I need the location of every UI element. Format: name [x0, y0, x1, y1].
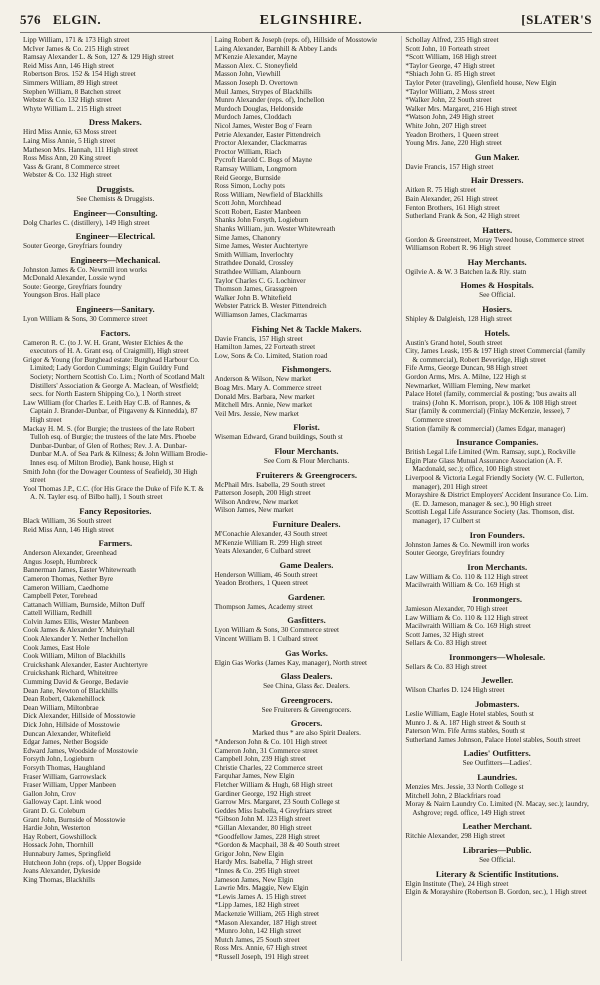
- directory-entry: Wilson Andrew, New market: [214, 497, 299, 506]
- directory-entry: *Gillan Alexander, 80 High street: [214, 823, 312, 832]
- directory-entry: Smith John (for the Dowager Countess of Seafield), 30 High street: [23, 467, 198, 485]
- directory-entry: Young Mrs. Jane, 220 High street: [405, 139, 502, 148]
- directory-entry: Yeadon Brothers, 1 Queen street: [214, 579, 308, 588]
- directory-entry: Webster & Co. 132 High street: [23, 171, 112, 180]
- directory-entry: Moray & Nairn Laundry Co. Limited (N. Macay, sec.); laundry, Ashgrove; regd. office, 149 High street: [405, 800, 589, 817]
- directory-entry: Station (family & commercial) (James Edgar, manager): [405, 424, 566, 433]
- directory-entry: Murdoch James, Cloddach: [214, 113, 292, 122]
- directory-entry: Ross Miss Ann, 20 King street: [23, 154, 111, 163]
- directory-entry: Masson Joseph D. Overtown: [214, 78, 298, 87]
- header-left-label: ELGIN.: [53, 12, 102, 27]
- directory-entry: Schollay Alfred, 235 High street: [405, 36, 499, 44]
- directory-entry: Geddes Miss Isabella, 4 Greyfriars street: [214, 806, 333, 815]
- directory-entry: Dean William, Miltonbrae: [23, 703, 99, 712]
- directory-entry: Anderson Alexander, Greenhead: [23, 549, 117, 558]
- directory-entry: Vincent William B. 1 Culbard street: [214, 635, 319, 644]
- directory-entry: Ramsay William, Longmorn: [214, 164, 297, 173]
- directory-entry: McDonald Alexander, Lossie wynd: [23, 274, 125, 283]
- directory-entry: Cook James & Alexander Y. Muiryhall: [23, 626, 135, 635]
- directory-entry: Macilwraith William & Co. 169 High st: [405, 581, 521, 590]
- directory-entry: Dolg Charles C. (distillery), 149 High street: [23, 218, 150, 227]
- directory-entry: Ritchie Alexander, 298 High street: [405, 832, 506, 841]
- directory-entry: Liverpool & Victoria Legal Friendly Society (W. C. Fullerton, manager), 201 High street: [405, 473, 584, 491]
- directory-entry: Yeats Alexander, 6 Culbard street: [214, 547, 311, 556]
- directory-entry: Grant D. G. Coleburn: [23, 806, 86, 815]
- directory-entry: Cameron John, 31 Commerce street: [214, 746, 318, 755]
- section-heading: Ironmongers.: [472, 593, 523, 604]
- directory-entry: Gordon & Greenstreet, Moray Tweed house, Commerce street: [405, 235, 585, 244]
- section-heading: Hosiers.: [482, 304, 513, 315]
- directory-entry: Strathdee William, Alanbourn: [214, 268, 301, 277]
- directory-entry: Law William & Co. 110 & 112 High street: [405, 572, 528, 581]
- directory-entry: Dick Alexander, Hillside of Mosstowie: [23, 712, 136, 721]
- directory-entry: Mackay H. M. S. (for Burgie; the trustees of the late Robert Tulloh esq. of Burgie; the trustees of the late Mrs. Phoebe Dunbar-Dunbar, of Glen of Rothes; Rev. J. A. Dunbar-Dunbar M.A. of Sea Park & Kilness; & John William Brodie-Innes esq. of Milton Brodie), Bank house, High st: [23, 424, 208, 467]
- directory-entry: Mackenzie William, 265 High street: [214, 909, 320, 918]
- directory-entry: Davie Francis, 157 High street: [405, 162, 494, 171]
- directory-entry: Macilwraith William & Co. 169 High street: [405, 622, 531, 631]
- directory-entry: Murdoch Douglas, Heldonside: [214, 104, 304, 113]
- directory-entry: Mutch James, 25 South street: [214, 935, 300, 944]
- directory-entry: Cruickshank Alexander, Easter Auchtertyre: [23, 660, 148, 669]
- section-heading: Laundries.: [477, 772, 518, 783]
- directory-entry: Elgin & Morayshire (Robertson B. Gordon, sec.), 1 High street: [405, 888, 587, 897]
- directory-entry: *Walker John, 22 South street: [405, 96, 492, 105]
- directory-entry: Gordon Arms, Mrs. A. Milne, 122 High st: [405, 373, 527, 382]
- section-heading: Fishmongers.: [281, 364, 332, 375]
- section-heading: Dress Makers.: [88, 117, 142, 128]
- directory-entry: Petrie Alexander, Easter Pittendreich: [214, 130, 321, 139]
- directory-entry: Shanks William, jun. Wester Whitewreath: [214, 225, 336, 234]
- directory-entry: Hutcheon John (reps. of), Upper Bogside: [23, 858, 142, 867]
- directory-entry: Duncan Alexander, Whitefield: [23, 729, 111, 738]
- directory-entry: Garrow Mrs. Margaret, 23 South College st: [214, 798, 340, 807]
- section-heading: Gas Works.: [285, 647, 328, 658]
- directory-entry: Shanks John Forsyth, Logieburn: [214, 216, 309, 225]
- directory-entry: Grant John, Burnside of Mosstowie: [23, 815, 126, 824]
- directory-entry: Forsyth Thomas, Haughland: [23, 763, 105, 772]
- directory-entry: Law William (for Charles E. Leith Hay C.B. of Rannes, & Captain J. Brander-Dunbar, of Pitgaveny & Kinnedda), 87 High street: [23, 398, 198, 424]
- directory-entry: Cruickshank Richard, Whiteitree: [23, 669, 118, 678]
- directory-entry: Muil James, Strypes of Blackhills: [214, 87, 312, 96]
- directory-entry: Newmarket, William Fleming, New market: [405, 381, 531, 390]
- section-heading: Engineer—Electrical.: [75, 231, 156, 242]
- directory-entry: Souter George, Greyfriars foundry: [23, 242, 123, 251]
- section-heading: Homes & Hospitals.: [460, 280, 534, 291]
- directory-entry: Palace Hotel (family, commercial & posting; 'bus awaits all trains) (John K. Morrison, propr.), 106 & 108 High street: [405, 390, 577, 407]
- page-header: [20, 12, 592, 33]
- directory-entry: Hardy Mrs. Isabella, 7 High street: [214, 858, 313, 867]
- directory-entry: Sime James, Wester Auchtertyre: [214, 242, 308, 251]
- directory-entry: Reid George, Burnside: [214, 173, 281, 182]
- directory-entry: Williamson James, Clackmarras: [214, 311, 308, 319]
- directory-entry: *Innes & Co. 295 High street: [214, 866, 300, 875]
- directory-entry: Wilson James, New market: [214, 506, 294, 515]
- directory-entry: *Shiach John G. 85 High street: [405, 70, 496, 79]
- directory-entry: Scott John, 10 Forteath street: [405, 44, 490, 53]
- directory-entry: Davie Francis, 157 High street: [214, 334, 303, 343]
- directory-entry: Ross Simon, Lochy pots: [214, 182, 285, 191]
- directory-entry: Reid Miss Ann, 146 High street: [23, 525, 115, 534]
- directory-entry: *Watson John, 249 High street: [405, 113, 494, 122]
- directory-entry: Laing Robert & Joseph (reps. of), Hillside of Mosstowie: [214, 36, 378, 44]
- cross-reference: See Outfitters—Ladies'.: [462, 759, 532, 768]
- directory-entry: Aitken R. 75 High street: [405, 186, 476, 195]
- directory-entry: Lyon William & Sons, 30 Commerce street: [214, 626, 340, 635]
- directory-entry: Ross William, Newfield of Blackhills: [214, 190, 323, 199]
- directory-entry: Ogilvie A. & W. 3 Batchen la.& Rly. statn: [405, 267, 527, 276]
- section-heading: Glass Dealers.: [280, 671, 333, 682]
- directory-entry: Elgin Institute (The), 24 High street: [405, 879, 509, 888]
- directory-entry: Morayshire & District Employers' Accident Insurance Co. Lim. (E. D. Jameson, manager & sec.), 90 High street: [405, 491, 589, 508]
- directory-entry: Cameron Thomas, Nether Byre: [23, 574, 114, 583]
- directory-entry: Jameson James, New Elgin: [214, 875, 294, 884]
- directory-entry: Laing Miss Annie, 5 High street: [23, 136, 116, 145]
- section-heading: Jeweller.: [481, 675, 514, 686]
- directory-entry: *Munro John, 142 High street: [214, 927, 302, 936]
- directory-entry: Fenton Brothers, 161 High street: [405, 203, 500, 212]
- cross-reference: See Fruiterers & Greengrocers.: [261, 705, 352, 714]
- directory-entry: Webster & Co. 132 High street: [23, 96, 112, 105]
- directory-entry: Colvin James Ellis, Wester Manbeen: [23, 617, 129, 626]
- section-heading: Insurance Companies.: [456, 437, 539, 448]
- directory-entry: Austin's Grand hotel, South street: [405, 338, 503, 347]
- directory-entry: Bain Alexander, 261 High street: [405, 194, 498, 203]
- directory-entry: Soute: George, Greyfriars foundry: [23, 282, 122, 291]
- directory-entry: Sellars & Co. 83 High street: [405, 662, 487, 671]
- directory-entry: Munro Alexander (reps. of), Inchellon: [214, 96, 325, 105]
- directory-entry: Scottish Legal Life Assurance Society (Jas. Thomson, dist. manager), 17 Culbert st: [405, 508, 575, 525]
- directory-entry: *Taylor George, 47 High street: [405, 61, 495, 70]
- directory-entry: Hird Miss Annie, 63 Moss street: [23, 128, 117, 137]
- section-heading: Iron Merchants.: [467, 561, 528, 572]
- section-heading: Gun Maker.: [474, 151, 520, 162]
- directory-entry: Proctor William, Riach: [214, 147, 282, 156]
- directory-entry: Johnston James & Co. Newmill iron works: [405, 540, 530, 549]
- directory-entry: Johnston James & Co. Newmill iron works: [23, 265, 147, 274]
- directory-entry: Taylor Peter (traveling), Glenfield house, New Elgin: [405, 78, 557, 87]
- directory-entry: Cook Alexander Y. Nether Inchellon: [23, 635, 128, 644]
- directory-entry: Fraser William, Upper Manbeen: [23, 781, 116, 790]
- directory-entry: McIver James & Co. 215 High street: [23, 44, 129, 53]
- directory-entry: Walker John B. Whitefield: [214, 293, 292, 302]
- directory-entry: Edward James, Woodside of Mosstowie: [23, 746, 138, 755]
- directory-entry: Pycroft Harold C. Bogs of Mayne: [214, 156, 313, 165]
- directory-entry: Hay Robert, Gowshillock: [23, 832, 97, 841]
- cross-reference: See China, Glass &c. Dealers.: [263, 682, 350, 691]
- directory-entry: Lawrie Mrs. Maggie, New Elgin: [214, 884, 309, 893]
- directory-entry: Black William, 36 South street: [23, 516, 112, 525]
- section-heading: Leather Merchant.: [462, 821, 532, 832]
- section-heading: Farmers.: [98, 538, 133, 549]
- directory-entry: Edgar James, Nether Bogside: [23, 738, 109, 747]
- section-heading: Hatters.: [482, 224, 513, 235]
- directory-entry: Boag Mrs. Mary A. Commerce street: [214, 383, 322, 392]
- directory-entry: Farquhar James, New Elgin: [214, 772, 295, 781]
- directory-entry: Taylor Charles C. G. Lochinver: [214, 276, 306, 285]
- directory-entry: Strathdee Donald, Crossley: [214, 259, 294, 268]
- directory-entry: Patterson Joseph, 200 High street: [214, 489, 311, 498]
- header-left: [20, 12, 101, 28]
- section-heading: Engineers—Mechanical.: [70, 254, 161, 265]
- directory-entry: Angus Joseph, Humbreck: [23, 557, 98, 566]
- directory-entry: Whyte William L. 215 High street: [23, 104, 122, 113]
- directory-entry: Jeans Alexander, Dykeside: [23, 867, 101, 876]
- directory-entry: *Lipp James, 182 High street: [214, 901, 300, 910]
- directory-entry: Donald Mrs. Barbara, New market: [214, 392, 315, 401]
- directory-entry: Cameron William, Caedhome: [23, 583, 109, 592]
- section-heading: Druggists.: [96, 183, 135, 194]
- directory-entry: King Thomas, Blackhills: [23, 875, 95, 884]
- directory-entry: Gardiner George, 192 High street: [214, 789, 311, 798]
- directory-entry: Shipley & Dalgleish, 128 High street: [405, 315, 512, 324]
- directory-entry: Mitchell John, 2 Blackfriars road: [405, 791, 501, 800]
- directory-entry: Gallon John, Crov: [23, 789, 76, 798]
- directory-entry: Dean Jane, Newton of Blackhills: [23, 686, 118, 695]
- section-heading: Gardener.: [287, 591, 326, 602]
- section-heading: Libraries—Public.: [462, 845, 532, 855]
- section-heading: Florist.: [293, 422, 320, 433]
- directory-entry: Nicol James, Wester Bog o' Fearn: [214, 121, 312, 130]
- directory-entry: Cumming David & George, Bedavie: [23, 678, 129, 687]
- directory-entry: Yeadon Brothers, 1 Queen street: [405, 130, 499, 139]
- directory-entry: City, James Leask, 195 & 197 High street Commercial (family & commercial), Robert Beveridge, High street: [405, 347, 586, 364]
- section-heading: Furniture Dealers.: [272, 518, 341, 529]
- directory-entry: Scott John, Morchhead: [214, 199, 282, 208]
- directory-entry: Yool Thomas J.P., C.C. (for His Grace the Duke of Fife K.T. & A. N. Tayler esq. of Bilbo hall), 1 South street: [23, 484, 204, 502]
- directory-entry: Forsyth John, Logiebur​n: [23, 755, 94, 764]
- directory-entry: Hunnabury James, Springfield: [23, 849, 111, 858]
- directory-entry: *Gibson John M. 123 High street: [214, 815, 311, 824]
- directory-entry: Cook William, Milton of Blackhills: [23, 652, 126, 661]
- directory-entry: *Goodfellow James, 228 High street: [214, 832, 320, 841]
- directory-entry: Sutherland James Johnson, Palace Hotel stables, South street: [405, 735, 581, 744]
- directory-entry: Cook James, East Hole: [23, 643, 90, 652]
- section-heading: Hair Dressers.: [470, 175, 524, 186]
- directory-entry: *Mason Alexander, 187 High street: [214, 918, 317, 927]
- section-heading: Greengrocers.: [280, 694, 333, 705]
- directory-entry: *Lewis James A. 15 High street: [214, 892, 307, 901]
- directory-entry: Grigor & Young (for Burghead estate: Burghead Harbour Co. Limited; Lady Gordon Cummings; Elgin Guildry Fund Society; Northern Scottish Co. Lim.; North of Scotland Malt Distillers' Association & George A. Maclean, of Westfield; secs. for North Eastern Shipping Co.), 1 North street: [23, 355, 205, 399]
- directory-entry: Simmers William, 89 High street: [23, 78, 118, 87]
- directory-entry: Menzies Mrs. Jessie, 33 North College st: [405, 783, 524, 792]
- directory-entry: Low, Sons & Co. Limited, Station road: [214, 351, 328, 360]
- directory-entry: Ramsay Alexander L. & Son, 127 & 129 High street: [23, 53, 174, 62]
- section-heading: Game Dealers.: [279, 559, 334, 570]
- directory-entry: Elgin Gas Works (James Kay, manager), North street: [214, 658, 367, 667]
- directory-entry: Campbell Peter, Torehead: [23, 592, 98, 601]
- directory-entry: Ross Mrs. Annie, 67 High street: [214, 944, 308, 953]
- directory-entry: Williamson Robert R. 96 High street: [405, 244, 511, 253]
- directory-entry: Thomson James, Grassgreen: [214, 285, 298, 294]
- directory-entry: Souter George, Greyfriars foundry: [405, 549, 505, 558]
- column-1: [20, 36, 211, 961]
- cross-reference: See Official.: [479, 291, 516, 300]
- directory-entry: Scott Robert, Easter Manbeen: [214, 207, 301, 216]
- page-number: 576: [20, 12, 41, 27]
- directory-entry: Matheson Mrs. Hannah, 111 High street: [23, 145, 139, 154]
- header-publisher: [SLATER'S: [521, 12, 592, 27]
- directory-entry: White John, 207 High street: [405, 121, 487, 130]
- directory-entry: Dick John, Hillside of Mosstowie: [23, 721, 120, 729]
- directory-entry: Walker Mrs. Margaret, 216 High street: [405, 104, 518, 113]
- directory-entry: Sutherland Frank & Son, 42 High street: [405, 212, 520, 221]
- directory-entry: Scott James, 32 High street: [405, 630, 484, 639]
- directory-entry: Hossack John, Thornhill: [23, 841, 94, 850]
- directory-entry: Galloway Capt. Link wood: [23, 798, 102, 807]
- section-heading: Fishing Net & Tackle Makers.: [251, 323, 362, 334]
- directory-entry: *Taylor William, 2 Moss street: [405, 87, 495, 96]
- section-heading: Flour Merchants.: [274, 445, 339, 456]
- directory-entry: British Legal Life Limited (Wm. Ramsay, supt.), Rockville: [405, 448, 576, 457]
- section-heading: Gasfitters.: [287, 615, 326, 626]
- directory-entry: Stephen William, 8 Batchen street: [23, 87, 121, 96]
- directory-entry: Paterson Wm. Fife Arms stables, South st: [405, 727, 525, 736]
- cross-reference: See Corn & Flour Merchants.: [263, 456, 350, 465]
- directory-entry: *Scott William, 168 High street: [405, 53, 497, 62]
- directory-entry: Youngson Bros. Hall place: [23, 291, 101, 300]
- directory-entry: Cattanach William, Burnside, Milton Duff: [23, 600, 145, 609]
- directory-entry: McPhail Mrs. Isabella, 29 South street: [214, 480, 326, 489]
- directory-entry: Thompson James, Academy street: [214, 602, 313, 611]
- directory-entry: Law William & Co. 110 & 112 High street: [405, 613, 528, 622]
- directory-entry: Fletcher William & Hugh, 68 High street: [214, 781, 333, 789]
- cross-reference: Marked thus * are also Spirit Dealers.: [252, 729, 361, 738]
- directory-entry: Proctor Alexander, Clackmarras: [214, 139, 307, 148]
- section-heading: Hay Merchants.: [467, 256, 527, 267]
- directory-entry: Masson John, Viewhill: [214, 70, 281, 79]
- directory-entry: Smith William, Inverlochty: [214, 250, 294, 259]
- directory-entry: *Gordon & Macphail, 38 & 40 South street: [214, 841, 340, 850]
- directory-entry: Dean Robert, Oakenehillock: [23, 695, 106, 704]
- directory-entry: Vass & Grant, 8 Commerce street: [23, 162, 120, 171]
- section-heading: Literary & Scientific Institutions.: [435, 868, 559, 879]
- directory-entry: Wilson Charles D. 124 High street: [405, 686, 505, 695]
- directory-entry: Bannerman James, Easter Whitewreath: [23, 566, 136, 575]
- directory-entry: Mitchell Mrs. Annie, New market: [214, 401, 313, 410]
- directory-entry: Cameron R. C. (to J. W. H. Grant, Wester Elchies & the executors of H. A. Grant esq. of Craigmill), High street: [23, 338, 189, 356]
- directory-entry: Leslie William, Eagle Hotel stables, South st: [405, 710, 534, 719]
- section-heading: Ironmongers—Wholesale.: [449, 651, 546, 662]
- directory-entry: Lipp William, 171 & 173 High street: [23, 36, 130, 44]
- directory-entry: Fife Arms, George Duncan, 98 High street: [405, 364, 528, 373]
- section-heading: Grocers.: [290, 718, 323, 729]
- directory-entry: Laing Alexander, Barnhill & Abbey Lands: [214, 44, 337, 53]
- directory-entry: *Russell Joseph, 191 High street: [214, 952, 309, 961]
- section-heading: Engineer—Consulting.: [73, 207, 158, 218]
- section-heading: Factors.: [100, 327, 131, 338]
- directory-entry: Campbell John, 239 High street: [214, 755, 306, 764]
- directory-entry: Munro J. & A. 187 High street & South st: [405, 718, 526, 727]
- directory-entry: Grigor John, New Elgin: [214, 849, 284, 858]
- directory-entry: Reid Miss Ann, 146 High street: [23, 61, 115, 70]
- directory-entry: Veil Mrs. Jessie, New market: [214, 409, 299, 418]
- column-3: [401, 36, 592, 961]
- directory-entry: M'Kenzie Alexander, Mayne: [214, 53, 298, 62]
- directory-entry: M'Conachie Alexander, 43 South street: [214, 529, 328, 538]
- cross-reference: See Official.: [479, 856, 516, 864]
- directory-entry: Hardie John, Westerton: [23, 824, 91, 833]
- directory-entry: Sellars & Co. 83 High street: [405, 639, 487, 648]
- column-2: [211, 36, 402, 961]
- directory-entry: Star (family & commercial) (Finlay McKenzie, lessee), 7 Commerce street: [405, 407, 570, 424]
- directory-entry: Sime James, Chanonry: [214, 233, 281, 242]
- directory-entry: Jamieson Alexander, 70 High street: [405, 604, 508, 613]
- section-heading: Ladies' Outfitters.: [463, 748, 531, 759]
- directory-entry: Wiseman Edward, Grand buildings, South st: [214, 433, 343, 442]
- directory-entry: Elgin Plate Glass Mutual Assurance Association (A. F. Macdonald, sec.); office, 100 High street: [405, 456, 563, 474]
- section-heading: Fancy Repositories.: [79, 505, 152, 516]
- directory-entry: Fraser William, Garrowslack: [23, 772, 107, 781]
- section-heading: Engineers—Sanitary.: [76, 304, 155, 315]
- section-heading: Iron Founders.: [469, 529, 525, 540]
- directory-entry: M'Kenzie William R. 299 High street: [214, 538, 323, 547]
- directory-entry: Masson Alex. C. Stoneyfield: [214, 61, 298, 70]
- directory-entry: Cattell William, Redhill: [23, 609, 92, 618]
- cross-reference: See Chemists & Druggists.: [76, 194, 155, 203]
- directory-entry: *Anderson John & Co. 101 High street: [214, 738, 328, 747]
- directory-entry: Robertson Bros. 152 & 154 High street: [23, 70, 136, 79]
- columns: [20, 36, 592, 961]
- directory-entry: Anderson & Wilson, New market: [214, 375, 312, 384]
- section-heading: Jobmasters.: [475, 699, 520, 710]
- directory-entry: Lyon William & Sons, 30 Commerce street: [23, 315, 148, 324]
- directory-entry: Christie Charles, 22 Commerce street: [214, 763, 323, 772]
- section-heading: Hotels.: [484, 327, 510, 338]
- section-heading: Fruiterers & Greengrocers.: [256, 469, 357, 480]
- header-title: ELGINSHIRE.: [259, 13, 363, 28]
- directory-entry: Henderson William, 46 South street: [214, 570, 318, 579]
- directory-entry: Webster Patrick B. Wester Pittendreich: [214, 302, 327, 311]
- directory-entry: Hamilton James, 22 Forteath street: [214, 343, 316, 352]
